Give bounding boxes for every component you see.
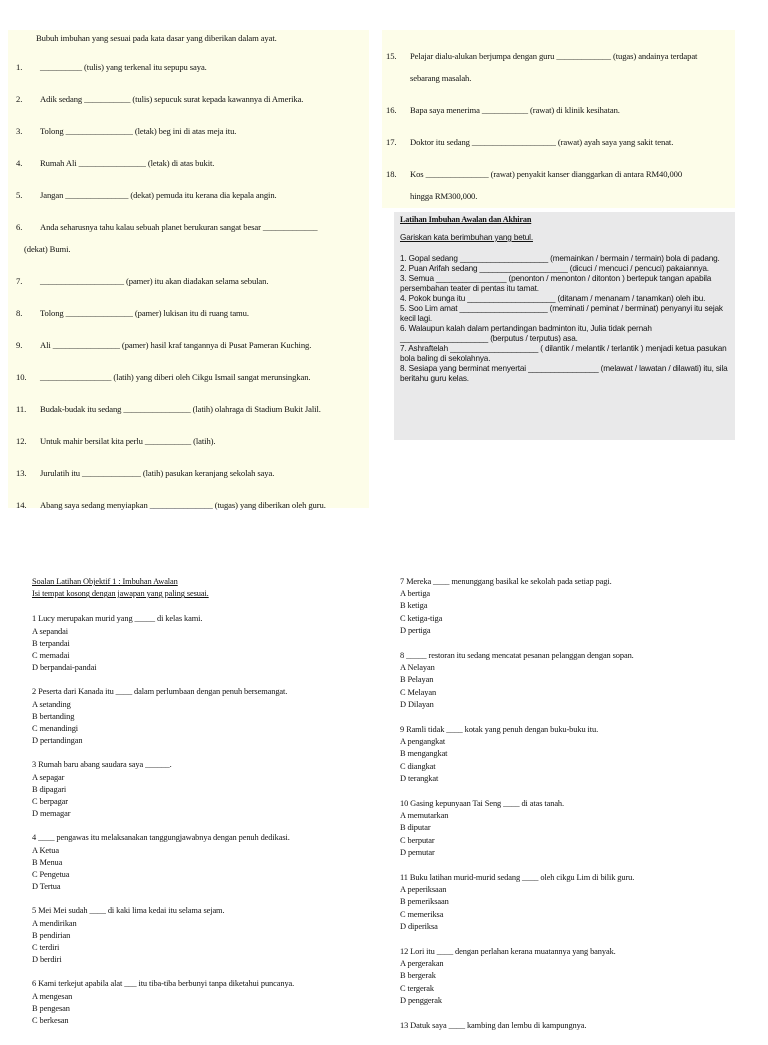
question-text-wrap: [24, 221, 361, 255]
mcq-stem: 10 Gasing kepunyaan Tai Seng ____ di atas tanah.: [400, 799, 565, 809]
question-number: 6.: [16, 222, 23, 232]
mcq-column-right: [400, 576, 730, 1045]
mcq-option[interactable]: C memeriksa: [400, 909, 444, 919]
exercise-item: 7. Ashraftelah ____________________ ( dilantik / melantik / terlantik ) menjadi ketua pasukan bola baling di sekolahnya.: [400, 344, 727, 363]
spacer: [16, 319, 361, 339]
question-text-wrap: [40, 435, 361, 447]
question-text-wrap: [410, 136, 731, 148]
mcq-stem: 2 Peserta dari Kanada itu ____ dalam perlumbaan dengan penuh bersemangat.: [32, 687, 288, 697]
exercise-item: 5. Soo Lim amat ____________________ (meminati / peminat / berminat) penyanyi itu sejak kecil lagi.: [400, 304, 723, 323]
mcq-option[interactable]: B pengesan: [32, 1003, 70, 1013]
mcq-question: [400, 946, 730, 1007]
mcq-title: Soalan Latihan Objektif 1 : Imbuhan Awalan: [32, 577, 178, 586]
question-text-wrap: [410, 50, 731, 84]
mcq-option[interactable]: C ketiga-tiga: [400, 613, 443, 623]
question-text: Bapa saya menerima ___________ (rawat) di klinik kesihatan.: [410, 105, 620, 115]
spacer: [386, 116, 731, 136]
mcq-option[interactable]: A Nelayan: [400, 663, 435, 673]
question-text: Rumah Ali ________________ (letak) di atas bukit.: [40, 158, 215, 168]
exercise-item: 6. Walaupun kalah dalam pertandingan badminton itu, Julia tidak pernah ____________________ (berputus / terputus) asa.: [400, 324, 652, 343]
mcq-stem: 3 Rumah baru abang saudara saya ______.: [32, 760, 172, 770]
question-text: Budak-budak itu sedang ________________ (latih) olahraga di Stadium Bukit Jalil.: [40, 404, 321, 414]
mcq-option[interactable]: C Pengetua: [32, 870, 70, 880]
question-item: [16, 157, 361, 169]
question-number: 12.: [16, 436, 27, 446]
mcq-option[interactable]: B pendirian: [32, 930, 71, 940]
question-number: 4.: [16, 158, 23, 168]
mcq-option[interactable]: B Pelayan: [400, 675, 434, 685]
mcq-stem: 8 _____ restoran itu sedang mencatat pesanan pelanggan dengan sopan.: [400, 651, 634, 661]
panel3-heading: Latihan Imbuhan Awalan dan Akhiran: [400, 215, 532, 224]
mcq-option[interactable]: B ketiga: [400, 601, 428, 611]
mcq-question: [400, 872, 730, 933]
question-text: Untuk mahir bersilat kita perlu ___________ (latih).: [40, 436, 216, 446]
exercise-panel-3: [394, 212, 735, 440]
mcq-stem: 13 Datuk saya ____ kambing dan lembu di kampungnya.: [400, 1021, 587, 1031]
question-text-wrap: [40, 125, 361, 137]
exercise-item: 4. Pokok bunga itu ____________________ (ditanam / menanam / tanamkan) oleh ibu.: [400, 294, 706, 303]
question-text: Jangan _______________ (dekat) pemuda itu kerana dia kepala angin.: [40, 190, 277, 200]
question-item: [16, 189, 361, 201]
spacer: [16, 287, 361, 307]
mcq-option[interactable]: A Ketua: [32, 845, 59, 855]
question-text-wrap: [40, 467, 361, 479]
spacer: [16, 383, 361, 403]
spacer: [16, 137, 361, 157]
mcq-question: [400, 798, 730, 859]
question-text: Kos _______________ (rawat) penyakit kanser dianggarkan di antara RM40,000: [410, 169, 683, 179]
mcq-option[interactable]: D berpandai-pandai: [32, 663, 97, 673]
spacer: [16, 201, 361, 221]
mcq-column-left: [32, 576, 382, 1039]
exercise-panel-1: [8, 30, 369, 508]
mcq-option[interactable]: D berdiri: [32, 955, 62, 965]
spacer: [386, 84, 731, 104]
spacer: [16, 169, 361, 189]
mcq-instruction: Isi tempat kosong dengan jawapan yang paling sesuai.: [32, 589, 209, 599]
mcq-stem: 1 Lucy merupakan murid yang _____ di kelas kami.: [32, 614, 203, 624]
exercise-item: 3. Semua ________________ (penonton / menonton / ditonton ) bertepuk tangan apabila persembahan teater di pentas itu tamat.: [400, 274, 712, 293]
question-item: [16, 499, 361, 511]
spacer: [16, 255, 361, 275]
mcq-option[interactable]: A pengangkat: [400, 737, 446, 747]
question-item: [16, 275, 361, 287]
mcq-option[interactable]: C menandingi: [32, 724, 79, 734]
question-item: [16, 339, 361, 351]
exercise-item: 8. Sesiapa yang berminat menyertai ________________ (melawat / lawatan / dilawati) itu, sila beritahu guru kelas.: [400, 364, 728, 383]
question-text-wrap: [410, 168, 731, 202]
question-text-continued: hingga RM300,000.: [410, 191, 478, 201]
question-number: 3.: [16, 126, 23, 136]
mcq-question: [400, 1020, 730, 1032]
question-number: 7.: [16, 276, 23, 286]
question-text: Doktor itu sedang ____________________ (rawat) ayah saya yang sakit tenat.: [410, 137, 674, 147]
question-number: 9.: [16, 340, 23, 350]
question-number: 1.: [16, 62, 23, 72]
question-text: ____________________ (pamer) itu akan diadakan selama sebulan.: [40, 276, 269, 286]
mcq-stem: 6 Kami terkejut apabila alat ___ itu tiba-tiba berbunyi tanpa diketahui puncanya.: [32, 979, 295, 989]
mcq-stem: 11 Buku latihan murid-murid sedang ____ oleh cikgu Lim di bilik guru.: [400, 873, 635, 883]
mcq-option[interactable]: A mendirikan: [32, 918, 77, 928]
question-number: 17.: [386, 137, 397, 147]
mcq-question: [32, 613, 382, 674]
question-item: [16, 307, 361, 319]
mcq-option[interactable]: A pergerakan: [400, 959, 444, 969]
mcq-right-items: [400, 576, 730, 1032]
question-text-wrap: [40, 339, 361, 351]
question-item: [386, 104, 731, 116]
question-text: _________________ (latih) yang diberi oleh Cikgu Ismail sangat merunsingkan.: [40, 372, 311, 382]
question-text: Tolong ________________ (pamer) lukisan itu di ruang tamu.: [40, 308, 249, 318]
mcq-option[interactable]: B bergerak: [400, 971, 436, 981]
mcq-option[interactable]: B mengangkat: [400, 749, 448, 759]
question-text-wrap: [40, 371, 361, 383]
mcq-question: [32, 832, 382, 893]
spacer: [16, 73, 361, 93]
mcq-option[interactable]: C terdiri: [32, 943, 60, 953]
mcq-option[interactable]: C memadai: [32, 651, 70, 661]
question-item: [16, 125, 361, 137]
mcq-option[interactable]: D penggerak: [400, 995, 442, 1005]
mcq-stem: 7 Mereka ____ menunggang basikal ke sekolah pada setiap pagi.: [400, 577, 612, 586]
mcq-stem: 12 Lori itu ____ dengan perlahan kerana muatannya yang banyak.: [400, 947, 616, 957]
spacer: [16, 105, 361, 125]
mcq-option[interactable]: C Melayan: [400, 687, 437, 697]
question-item: [386, 50, 731, 84]
exercise-panel-2: [382, 30, 735, 208]
question-number: 2.: [16, 94, 23, 104]
mcq-option[interactable]: B terpandai: [32, 638, 70, 648]
mcq-option[interactable]: A bertiga: [400, 589, 431, 599]
mcq-option[interactable]: B pemeriksaan: [400, 897, 449, 907]
panel3-subheading: Gariskan kata berimbuhan yang betul.: [400, 233, 533, 242]
mcq-option[interactable]: B Menua: [32, 857, 63, 867]
mcq-question: [32, 759, 382, 820]
question-text: Abang saya sedang menyiapkan _______________ (tugas) yang diberikan oleh guru.: [40, 500, 326, 510]
mcq-option[interactable]: B bertanding: [32, 711, 75, 721]
question-text: __________ (tulis) yang terkenal itu sepupu saya.: [40, 62, 207, 72]
question-text: Anda seharusnya tahu kalau sebuah planet berukuran sangat besar _____________: [40, 222, 318, 232]
question-text-wrap: [40, 93, 361, 105]
question-number: 14.: [16, 500, 27, 510]
exercise-item: 1. Gopal sedang ____________________ (memainkan / bermain / termain) bola di padang.: [400, 254, 720, 263]
question-text-wrap: [40, 403, 361, 415]
question-item: [16, 61, 361, 73]
question-item: [16, 93, 361, 105]
question-text-continued: sebarang masalah.: [410, 73, 472, 83]
panel1-instruction: Bubuh imbuhan yang sesuai pada kata dasar yang diberikan dalam ayat.: [36, 33, 277, 43]
question-text: Jurulatih itu ______________ (latih) pasukan keranjang sekolah saya.: [40, 468, 275, 478]
mcq-option[interactable]: D diperiksa: [400, 921, 438, 931]
mcq-option[interactable]: A memutarkan: [400, 811, 449, 821]
question-text-wrap: [40, 307, 361, 319]
question-number: 16.: [386, 105, 397, 115]
mcq-question: [32, 978, 382, 1027]
question-item: [16, 403, 361, 415]
panel2-items: [386, 50, 731, 202]
panel1-items: [16, 61, 361, 511]
spacer: [386, 148, 731, 168]
panel3-items: [400, 254, 729, 384]
question-item: [386, 136, 731, 148]
question-number: 10.: [16, 372, 27, 382]
mcq-question: [32, 686, 382, 747]
spacer: [16, 351, 361, 371]
mcq-option[interactable]: B dipagari: [32, 784, 67, 794]
mcq-question: [32, 905, 382, 966]
mcq-option[interactable]: D memagar: [32, 809, 71, 819]
question-number: 15.: [386, 51, 397, 61]
question-text-wrap: [40, 157, 361, 169]
question-text: Ali ________________ (pamer) hasil kraf tangannya di Pusat Pameran Kuching.: [40, 340, 312, 350]
mcq-question: [400, 724, 730, 785]
mcq-option[interactable]: A setanding: [32, 699, 71, 709]
question-number: 13.: [16, 468, 27, 478]
mcq-option[interactable]: A sepandai: [32, 626, 68, 636]
mcq-question: [400, 576, 730, 637]
mcq-option[interactable]: D terangkat: [400, 773, 439, 783]
mcq-option[interactable]: C berputar: [400, 835, 435, 845]
spacer: [16, 479, 361, 499]
question-item: [16, 467, 361, 479]
question-text: Tolong ________________ (letak) beg ini di atas meja itu.: [40, 126, 237, 136]
mcq-option[interactable]: A peperiksaan: [400, 885, 447, 895]
mcq-option[interactable]: D pertandingan: [32, 736, 83, 746]
mcq-question: [400, 650, 730, 711]
mcq-option[interactable]: D pemutar: [400, 847, 435, 857]
question-text-wrap: [410, 104, 731, 116]
exercise-item: 2. Puan Arifah sedang ____________________ (dicuci / mencuci / pencuci) pakaiannya.: [400, 264, 709, 273]
spacer: [16, 447, 361, 467]
mcq-option[interactable]: A sepagar: [32, 772, 65, 782]
mcq-stem: 9 Ramli tidak ____ kotak yang penuh dengan buku-buku itu.: [400, 725, 599, 735]
question-item: [386, 168, 731, 202]
question-text-wrap: [40, 499, 361, 511]
mcq-stem: 4 ____ pengawas itu melaksanakan tanggungjawabnya dengan penuh dedikasi.: [32, 833, 290, 843]
mcq-option[interactable]: D Tertua: [32, 882, 61, 892]
mcq-option[interactable]: D Dilayan: [400, 699, 434, 709]
mcq-option[interactable]: A mengesan: [32, 991, 73, 1001]
mcq-left-items: [32, 613, 382, 1027]
question-item: [16, 221, 361, 255]
spacer: [16, 415, 361, 435]
question-text-wrap: [40, 275, 361, 287]
question-text: Pelajar dialu-alukan berjumpa dengan guru _____________ (tugas) andainya terdapat: [410, 51, 698, 61]
question-number: 5.: [16, 190, 23, 200]
question-number: 18.: [386, 169, 397, 179]
mcq-option[interactable]: D pertiga: [400, 625, 431, 635]
mcq-stem: 5 Mei Mei sudah ____ di kaki lima kedai itu selama sejam.: [32, 906, 225, 916]
question-text-wrap: [40, 189, 361, 201]
mcq-option[interactable]: C berkesan: [32, 1016, 69, 1026]
question-item: [16, 371, 361, 383]
mcq-option[interactable]: B diputar: [400, 823, 431, 833]
question-number: 8.: [16, 308, 23, 318]
mcq-option[interactable]: C diangkat: [400, 761, 436, 771]
question-text-wrap: [40, 61, 361, 73]
mcq-option[interactable]: C berpagar: [32, 797, 68, 807]
question-text-continued: (dekat) Bumi.: [24, 244, 71, 254]
question-number: 11.: [16, 404, 27, 414]
question-text: Adik sedang ___________ (tulis) sepucuk surat kepada kawannya di Amerika.: [40, 94, 304, 104]
question-item: [16, 435, 361, 447]
mcq-option[interactable]: C tergerak: [400, 983, 434, 993]
